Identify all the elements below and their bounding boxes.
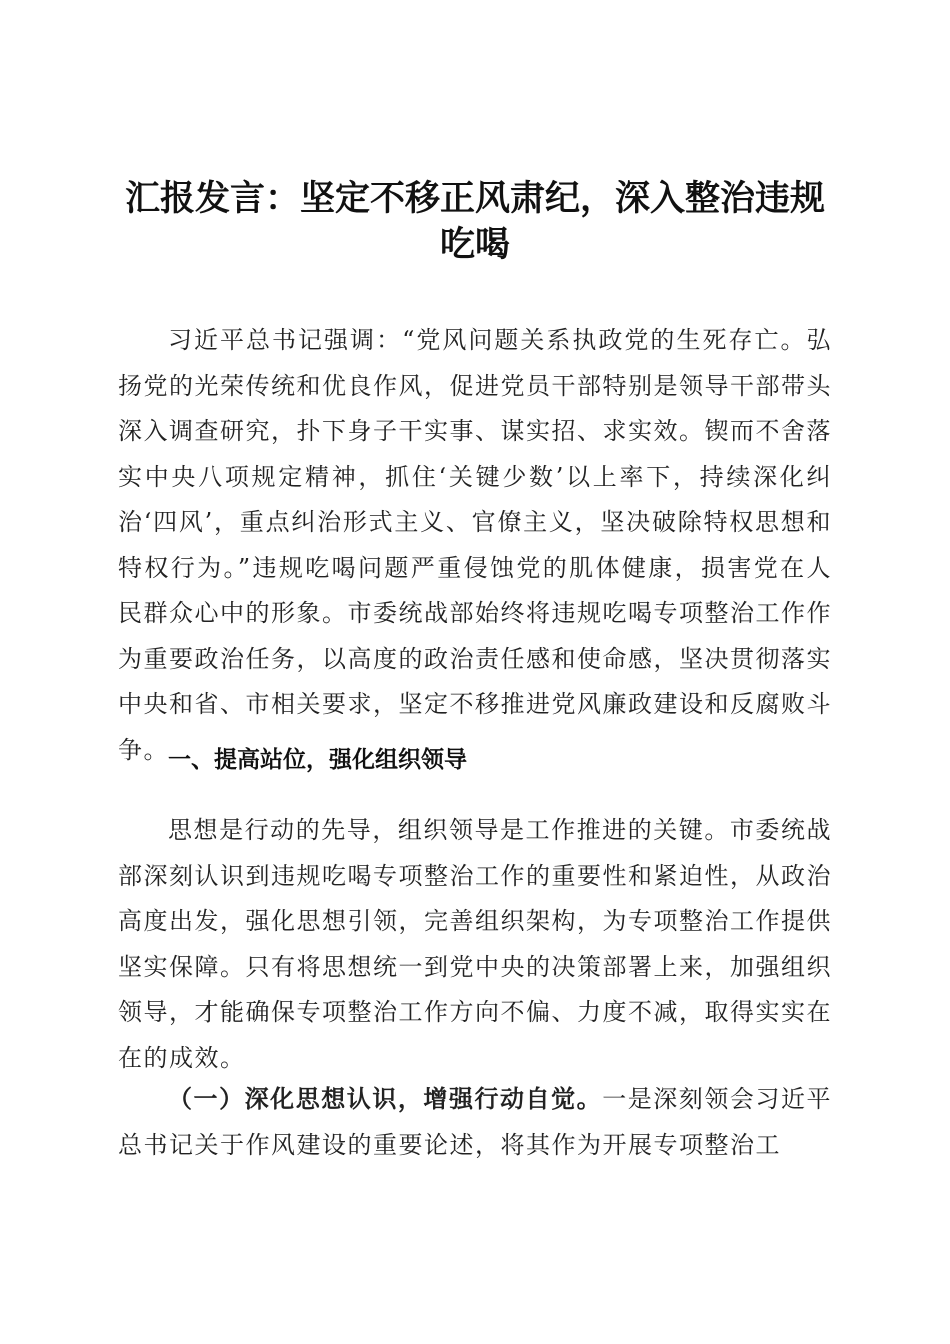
document-title: 汇报发言：坚定不移正风肃纪，深入整治违规吃喝 — [124, 178, 825, 265]
section-heading-1: 一、提高站位，强化组织领导 — [168, 747, 467, 773]
subsection-lead: （一）深化思想认识，增强行动自觉。 — [168, 1084, 603, 1113]
paragraph-subsection-1 — [118, 1076, 832, 1168]
paragraph-section-1: 思想是行动的先导，组织领导是工作推进的关键。市委统战部深刻认识到违规吃喝专项整治工作的重要性和紧迫性，从政治高度出发，强化思想引领，完善组织架构，为专项整治工作提供坚实保障。只有将思想统一到党中央的决策部署上来，加强组织领导，才能确保专项整治工作方向不偏、力度不减，取得实实在在的成效。 — [118, 816, 832, 1072]
subsection-text: 一是深刻领会习近平总书记关于作风建设的重要论述，将其作为开展专项整治工 — [118, 1085, 833, 1159]
paragraph-intro: 习近平总书记强调：“党风问题关系执政党的生死存亡。弘扬党的光荣传统和优良作风，促进党员干部特别是领导干部带头深入调查研究，扑下身子干实事、谋实招、求实效。锲而不舍落实中央八项规定精神，抓住‘关键少数’以上率下，持续深化纠治‘四风’，重点纠治形式主义、官僚主义，坚决破除特权思想和特权行为。”违规吃喝问题严重侵蚀党的肌体健康，损害党在人民群众心中的形象。市委统战部始终将违规吃喝专项整治工作作为重要政治任务，以高度的政治责任感和使命感，坚决贯彻落实中央和省、市相关要求，坚定不移推进党风廉政建设和反腐败斗争。 — [118, 326, 832, 764]
